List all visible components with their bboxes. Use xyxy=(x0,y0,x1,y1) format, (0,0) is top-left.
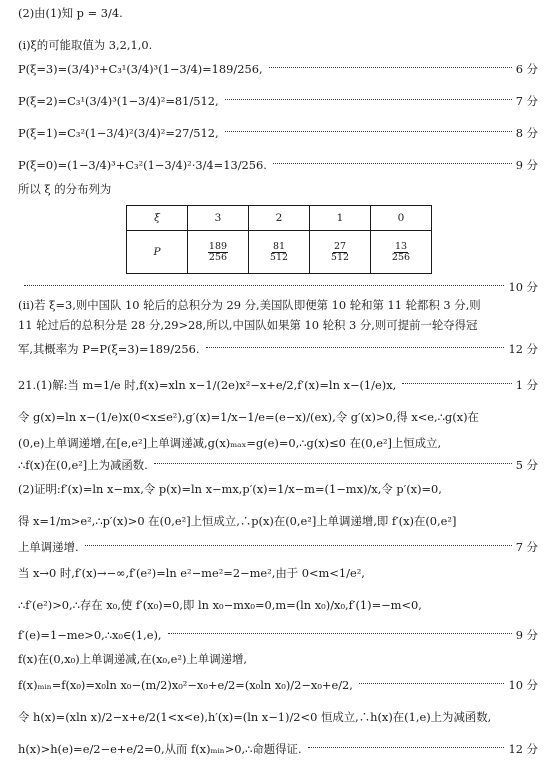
table-cell xyxy=(371,231,432,274)
table-cell xyxy=(310,231,371,274)
fraction: $\frac{13}{256}$ xyxy=(391,240,411,263)
score: 6 分 xyxy=(515,62,538,76)
leader-dots xyxy=(273,163,512,164)
leader-dots xyxy=(24,285,504,286)
score: 10 分 xyxy=(508,280,538,294)
table-cell: 0 xyxy=(371,206,432,231)
score: 10 分 xyxy=(508,678,538,692)
line-23: f(x)ₘᵢₙ=f(x₀)=x₀ln x₀−(m/2)x₀²−x₀+e/2=(x₀ln x₀)/2−x₀+e/2, 10 分 xyxy=(18,678,538,692)
table-cell xyxy=(188,231,249,274)
score: 5 分 xyxy=(515,458,538,472)
table-cell: 2 xyxy=(249,206,310,231)
line-8 xyxy=(18,280,538,294)
line-20: ∴f′(e²)>0,∴存在 x₀,使 f′(x₀)=0,即 ln x₀−mx₀=0,m=(ln x₀)/x₀,f′(1)=−m<0, xyxy=(18,598,422,612)
line-15: ∴f(x)在(0,e²]上为减函数. 5 分 xyxy=(18,458,538,472)
table-cell: 1 xyxy=(310,206,371,231)
line-5: P(ξ=1)=C₃²(1−3/4)²(3/4)²=27/512, 8 分 xyxy=(18,126,538,140)
distribution-table xyxy=(126,205,432,274)
line-3: P(ξ=3)=(3/4)³+C₃¹(3/4)³(1−3/4)=189/256, 6 分 xyxy=(18,62,538,76)
fraction: $\frac{81}{512}$ xyxy=(269,240,289,263)
line-4: P(ξ=2)=C₃¹(3/4)³(1−3/4)²=81/512, 7 分 xyxy=(18,94,538,108)
score: 7 分 xyxy=(515,540,538,554)
line-6: P(ξ=0)=(1−3/4)³+C₃²(1−3/4)²·3/4=13/256. 9 分 xyxy=(18,158,538,172)
line-22: f(x)在(0,x₀)上单调递减,在(x₀,e²)上单调递增, xyxy=(18,652,248,666)
line-17: 得 x=1/m>e²,∴p′(x)>0 在(0,e²]上恒成立,∴p(x)在(0,e²]上单调递增,即 f′(x)在(0,e²] xyxy=(18,514,457,528)
score: 9 分 xyxy=(515,628,538,642)
line-25: h(x)>h(e)=e/2−e+e/2=0,从而 f(x)ₘᵢₙ>0,∴命题得证. 12 分 xyxy=(18,742,538,756)
leader-dots xyxy=(402,383,511,384)
leader-dots xyxy=(85,545,512,546)
score: 12 分 xyxy=(508,742,538,756)
line-24: 令 h(x)=(xln x)/2−x+e/2(1<x<e),h′(x)=(ln x−1)/2<0 恒成立,∴h(x)在(1,e)上为减函数, xyxy=(18,710,492,724)
line-9: (ⅱ)若 ξ=3,则中国队 10 轮后的总积分为 29 分,美国队即便第 10 轮和第 11 轮都积 3 分,则 xyxy=(18,298,481,312)
table-cell xyxy=(249,231,310,274)
fraction: $\frac{189}{256}$ xyxy=(208,240,228,263)
line-19: 当 x→0 时,f′(x)→−∞,f′(e²)=ln e²−me²=2−me²,由于 0<m<1/e², xyxy=(18,566,365,580)
leader-dots xyxy=(359,683,505,684)
line-7: 所以 ξ 的分布列为 xyxy=(18,182,112,196)
table-row xyxy=(127,206,432,231)
score: 1 分 xyxy=(515,378,538,392)
line-10: 11 轮过后的总积分是 28 分,29>28,所以,中国队如果第 10 轮积 3 分,则可提前一轮夺得冠 xyxy=(18,318,478,332)
score: 9 分 xyxy=(515,158,538,172)
line-16: (2)证明:f′(x)=ln x−mx,令 p(x)=ln x−mx,p′(x)=1/x−m=(1−mx)/x,令 p′(x)=0, xyxy=(18,482,442,496)
table-cell: P xyxy=(127,231,188,274)
line-11: 军,其概率为 P=P(ξ=3)=189/256. 12 分 xyxy=(18,342,538,356)
line-13: 令 g(x)=ln x−(1/e)x(0<x≤e²),g′(x)=1/x−1/e=(e−x)/(ex),令 g′(x)>0,得 x<e,∴g(x)在 xyxy=(18,410,479,424)
score: 8 分 xyxy=(515,126,538,140)
leader-dots xyxy=(206,347,505,348)
line-14: (0,e)上单调递增,在[e,e²]上单调递减,g(x)ₘₐₓ=g(e)=0,∴g(x)≤0 在(0,e²]上恒成立, xyxy=(18,436,442,450)
score: 12 分 xyxy=(508,342,538,356)
line-2: (ⅰ)ξ的可能取值为 3,2,1,0. xyxy=(18,38,153,52)
leader-dots xyxy=(168,633,512,634)
leader-dots xyxy=(225,99,512,100)
line-12: 21.(1)解:当 m=1/e 时,f(x)=xln x−1/(2e)x²−x+e/2,f′(x)=ln x−(1/e)x, 1 分 xyxy=(18,378,538,392)
leader-dots xyxy=(154,463,512,464)
line-18: 上单调递增. 7 分 xyxy=(18,540,538,554)
leader-dots xyxy=(269,67,512,68)
leader-dots xyxy=(308,747,505,748)
table-row xyxy=(127,231,432,274)
line-21: f′(e)=1−me>0,∴x₀∈(1,e), 9 分 xyxy=(18,628,538,642)
line-1: (2)由(1)知 p = 3/4. xyxy=(18,6,123,20)
fraction: $\frac{27}{512}$ xyxy=(330,240,350,263)
leader-dots xyxy=(225,131,512,132)
table-cell: ξ xyxy=(127,206,188,231)
table-cell: 3 xyxy=(188,206,249,231)
score: 7 分 xyxy=(515,94,538,108)
